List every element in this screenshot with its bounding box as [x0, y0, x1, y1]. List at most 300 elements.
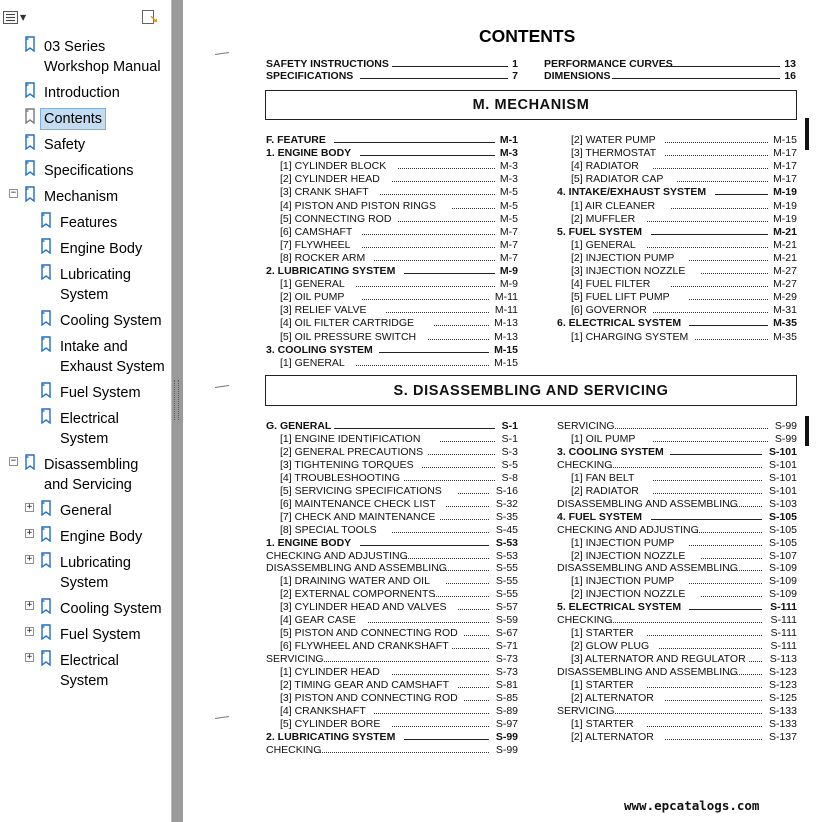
toc-entry[interactable]	[557, 575, 797, 587]
bookmark-label: General	[60, 503, 112, 519]
toc-entry-page: 1	[512, 58, 518, 70]
toc-entry-label: [2] ALTERNATOR	[571, 731, 654, 743]
toc-entry[interactable]	[557, 147, 797, 159]
toc-entry[interactable]	[557, 331, 797, 343]
toc-entry-page: S-53	[495, 537, 518, 549]
toc-entry[interactable]	[266, 627, 518, 639]
toc-entry-page: S-101	[768, 485, 797, 497]
toc-entry[interactable]	[557, 562, 797, 574]
leader-line	[701, 558, 762, 559]
toc-entry[interactable]	[266, 134, 518, 146]
toc-entry-label: [3] INJECTION NOZZLE	[571, 265, 686, 277]
leader-line	[368, 622, 489, 623]
toc-entry-page: M-5	[499, 200, 518, 212]
toc-entry-page: M-17	[773, 147, 797, 159]
leader-line	[647, 687, 762, 688]
toc-entry-page: M-3	[499, 160, 518, 172]
toc-entry-label: SPECIFICATIONS	[266, 70, 354, 82]
toc-entry-label: [4] OIL FILTER CARTRIDGE	[280, 317, 414, 329]
toc-entry-label: [4] FUEL FILTER	[571, 278, 651, 290]
toc-entry[interactable]	[557, 627, 797, 639]
leader-line	[647, 635, 762, 636]
toc-entry-label: SERVICING	[266, 653, 324, 665]
toc-entry-page: M-11	[494, 291, 518, 303]
leader-line	[701, 596, 762, 597]
toc-entry[interactable]	[557, 731, 797, 743]
toc-entry-label: [7] FLYWHEEL	[280, 239, 351, 251]
leader-line	[398, 221, 495, 222]
bookmark-flag-icon	[24, 186, 36, 202]
collapse-toggle-icon[interactable]: −	[10, 456, 17, 466]
toc-entry[interactable]	[266, 420, 518, 432]
bookmark-label: Lubricating System	[60, 267, 131, 303]
toc-entry[interactable]	[557, 134, 797, 146]
toc-entry[interactable]	[266, 317, 518, 329]
toc-entry[interactable]	[266, 213, 518, 225]
leader-line	[647, 247, 768, 248]
leader-line	[356, 286, 495, 287]
leader-line	[729, 570, 762, 571]
bookmark-item[interactable]	[0, 262, 168, 308]
toc-entry-label: [1] INJECTION PUMP	[571, 575, 675, 587]
toc-entry[interactable]	[557, 446, 797, 458]
bookmark-item[interactable]	[0, 80, 168, 106]
toc-entry-label: DISASSEMBLING AND ASSEMBLING	[557, 562, 738, 574]
leader-line	[379, 352, 489, 353]
section-heading: S. DISASSEMBLING AND SERVICING	[393, 382, 669, 399]
bookmark-item[interactable]	[0, 550, 168, 596]
toc-entry-page: S-99	[495, 744, 518, 756]
bookmark-item[interactable]	[0, 308, 168, 334]
toc-entry[interactable]	[557, 588, 797, 600]
toc-entry[interactable]	[557, 614, 797, 626]
leader-line	[464, 700, 489, 701]
leader-line	[380, 194, 495, 195]
toc-entry[interactable]	[266, 446, 518, 458]
toc-entry-page: S-55	[495, 575, 518, 587]
bookmark-item[interactable]	[0, 406, 168, 452]
toc-entry[interactable]	[266, 614, 518, 626]
expand-toggle-icon[interactable]: +	[26, 528, 33, 538]
bookmark-flag-icon	[40, 650, 52, 666]
toc-entry-page: M-21	[773, 226, 797, 238]
toc-entry-label: CHECKING AND ADJUSTING	[266, 550, 408, 562]
toc-entry[interactable]	[557, 213, 797, 225]
bookmark-item[interactable]	[0, 648, 168, 694]
bookmark-item[interactable]	[0, 596, 168, 622]
toc-entry[interactable]	[557, 252, 797, 264]
bookmark-item[interactable]	[0, 106, 168, 132]
toc-entry[interactable]	[557, 291, 797, 303]
toc-entry[interactable]	[266, 550, 518, 562]
leader-line	[665, 739, 762, 740]
leader-line	[392, 726, 489, 727]
toc-entry[interactable]	[557, 226, 797, 238]
toc-entry-page: S-71	[495, 640, 518, 652]
toc-entry-label: CHECKING	[266, 744, 322, 756]
toc-entry[interactable]	[557, 433, 797, 445]
toc-entry[interactable]	[266, 278, 518, 290]
toc-entry-label: SAFETY INSTRUCTIONS	[266, 58, 389, 70]
bookmark-label: Engine Body	[60, 241, 143, 257]
toc-entry-page: M-17	[773, 173, 797, 185]
toc-entry[interactable]	[266, 653, 518, 665]
toc-entry[interactable]	[557, 459, 797, 471]
toc-entry[interactable]	[557, 692, 797, 704]
toc-entry-page: S-5	[501, 459, 518, 471]
toc-entry-label: 5. FUEL SYSTEM	[557, 226, 642, 238]
toc-entry[interactable]	[266, 173, 518, 185]
toc-entry-label: [3] CRANK SHAFT	[280, 186, 369, 198]
toc-entry-page: M-9	[499, 265, 518, 277]
toc-entry-label: [2] MUFFLER	[571, 213, 636, 225]
toc-entry[interactable]	[557, 679, 797, 691]
toc-entry-label: 6. ELECTRICAL SYSTEM	[557, 317, 682, 329]
toc-entry-label: [6] CAMSHAFT	[280, 226, 353, 238]
toc-entry[interactable]	[266, 705, 518, 717]
bookmark-label: Mechanism	[44, 189, 119, 205]
toc-entry[interactable]	[557, 304, 797, 316]
leader-line	[404, 739, 489, 740]
leader-line	[689, 609, 762, 610]
toc-entry-label: DISASSEMBLING AND ASSEMBLING	[557, 498, 738, 510]
bookmark-flag-icon	[40, 526, 52, 542]
toc-entry[interactable]	[266, 524, 518, 536]
toc-entry[interactable]	[557, 524, 797, 536]
toc-entry-label: [7] CHECK AND MAINTENANCE	[280, 511, 436, 523]
leader-line	[452, 648, 489, 649]
leader-line	[428, 339, 489, 340]
section-tab-mark	[805, 118, 809, 150]
leader-line	[402, 558, 489, 559]
toc-entry-page: M-7	[499, 226, 518, 238]
toc-entry-page: M-35	[773, 331, 797, 343]
toc-entry-label: [3] RELIEF VALVE	[280, 304, 367, 316]
toc-entry-label: [1] GENERAL	[280, 357, 345, 369]
bookmark-flag-icon	[24, 108, 36, 124]
toc-entry-page: S-133	[768, 705, 797, 717]
leader-line	[392, 532, 489, 533]
toc-entry[interactable]	[557, 537, 797, 549]
toc-entry[interactable]	[544, 70, 796, 82]
toc-entry-label: [3] TIGHTENING TORQUES	[280, 459, 414, 471]
expand-toggle-icon[interactable]: +	[26, 652, 33, 662]
bookmark-item[interactable]	[0, 622, 168, 648]
toc-entry-page: M-1	[499, 134, 518, 146]
toc-entry[interactable]	[557, 265, 797, 277]
toc-entry-label: 4. INTAKE/EXHAUST SYSTEM	[557, 186, 707, 198]
bookmark-flag-icon	[40, 238, 52, 254]
toc-entry[interactable]	[557, 498, 797, 510]
toc-entry[interactable]	[266, 226, 518, 238]
toc-entry[interactable]	[266, 70, 518, 82]
toc-entry-page: S-111	[770, 601, 797, 613]
expand-toggle-icon[interactable]: +	[26, 626, 33, 636]
toc-entry[interactable]	[557, 550, 797, 562]
bookmark-item[interactable]	[0, 34, 168, 80]
toc-entry-label: [8] SPECIAL TOOLS	[280, 524, 377, 536]
watermark-text: www.epcatalogs.com	[624, 798, 760, 813]
leader-line	[360, 155, 496, 156]
toc-entry-page: S-1	[501, 420, 518, 432]
toc-entry[interactable]	[266, 265, 518, 277]
bookmark-label: Fuel System	[60, 385, 141, 401]
leader-line	[729, 506, 762, 507]
toc-entry-label: DIMENSIONS	[544, 70, 611, 82]
leader-line	[665, 155, 768, 156]
toc-entry-page: M-21	[773, 239, 797, 251]
leader-line	[653, 493, 762, 494]
expand-toggle-icon[interactable]: +	[26, 502, 33, 512]
toc-entry-page: S-125	[768, 692, 797, 704]
toc-entry[interactable]	[266, 485, 518, 497]
toc-entry-page: S-111	[770, 640, 797, 652]
toc-entry[interactable]	[266, 744, 518, 756]
toc-entry-page: M-19	[773, 200, 797, 212]
toc-entry-label: [5] RADIATOR CAP	[571, 173, 664, 185]
bookmark-item[interactable]	[0, 452, 168, 498]
toc-entry-page: S-109	[768, 588, 797, 600]
bookmark-item[interactable]	[0, 132, 168, 158]
toc-entry[interactable]	[266, 331, 518, 343]
bookmark-label: Specifications	[44, 163, 134, 179]
leader-line	[446, 506, 489, 507]
toc-entry[interactable]	[557, 160, 797, 172]
toc-entry-page: M-21	[773, 252, 797, 264]
toc-entry[interactable]	[557, 511, 797, 523]
toc-entry-page: 13	[784, 58, 796, 70]
bookmark-label: Cooling System	[60, 313, 162, 329]
leader-line	[374, 713, 489, 714]
toc-entry-page: S-3	[501, 446, 518, 458]
toc-entry[interactable]	[557, 317, 797, 329]
toc-entry[interactable]	[557, 640, 797, 652]
toc-entry-label: [4] CRANKSHAFT	[280, 705, 366, 717]
toc-entry-label: [1] DRAINING WATER AND OIL	[280, 575, 430, 587]
toc-entry[interactable]	[266, 666, 518, 678]
document-page	[183, 0, 837, 822]
bookmark-label: Contents	[41, 109, 105, 129]
toc-entry[interactable]	[266, 200, 518, 212]
toc-entry-page: M-5	[499, 213, 518, 225]
bookmark-item[interactable]	[0, 524, 168, 550]
toc-entry-page: M-5	[499, 186, 518, 198]
toc-entry[interactable]	[557, 472, 797, 484]
leader-line	[665, 700, 762, 701]
leader-line	[392, 66, 508, 67]
toc-entry-page: S-123	[768, 666, 797, 678]
toc-entry[interactable]	[557, 485, 797, 497]
bookmark-item[interactable]	[0, 380, 168, 406]
toc-entry-label: [6] FLYWHEEL AND CRANKSHAFT	[280, 640, 449, 652]
toc-entry-page: S-109	[768, 562, 797, 574]
leader-line	[428, 454, 495, 455]
leader-line	[651, 519, 762, 520]
toc-entry-page: M-13	[494, 331, 518, 343]
toc-entry-label: [2] OIL PUMP	[280, 291, 345, 303]
scan-mark	[215, 385, 229, 388]
leader-line	[653, 441, 768, 442]
bookmark-item[interactable]	[0, 184, 168, 210]
toc-entry[interactable]	[557, 705, 797, 717]
toc-entry-label: [1] GENERAL	[571, 239, 636, 251]
leader-line	[438, 570, 489, 571]
toc-entry-label: [2] INJECTION PUMP	[571, 252, 675, 264]
toc-entry-label: [2] GLOW PLUG	[571, 640, 650, 652]
toc-entry-label: 1. ENGINE BODY	[266, 147, 352, 159]
toc-entry[interactable]	[557, 173, 797, 185]
toc-entry-page: S-105	[768, 511, 797, 523]
bookmark-item[interactable]	[0, 334, 168, 380]
toc-entry-label: [1] CYLINDER HEAD	[280, 666, 380, 678]
toc-entry[interactable]	[266, 498, 518, 510]
toc-entry-label: [2] TIMING GEAR AND CAMSHAFT	[280, 679, 449, 691]
toc-entry-page: S-113	[769, 653, 797, 665]
toc-entry[interactable]	[266, 357, 518, 369]
bookmark-flag-icon	[40, 382, 52, 398]
toc-entry-page: S-81	[495, 679, 518, 691]
leader-line	[362, 234, 495, 235]
section-heading: M. MECHANISM	[472, 97, 590, 113]
leader-line	[334, 428, 495, 429]
toc-entry-label: [2] GENERAL PRECAUTIONS	[280, 446, 424, 458]
bookmark-flag-icon	[40, 336, 52, 352]
toc-entry-label: G. GENERAL	[266, 420, 332, 432]
bookmark-item[interactable]	[0, 498, 168, 524]
toc-entry[interactable]	[266, 679, 518, 691]
toc-entry[interactable]	[266, 459, 518, 471]
toc-entry[interactable]	[266, 640, 518, 652]
leader-line	[434, 596, 489, 597]
leader-line	[356, 365, 489, 366]
bookmark-label: Features	[60, 215, 118, 231]
toc-entry-label: [5] PISTON AND CONNECTING ROD	[280, 627, 458, 639]
leader-line	[653, 480, 762, 481]
toc-entry[interactable]	[266, 291, 518, 303]
toc-entry[interactable]	[557, 186, 797, 198]
toc-entry-label: [5] SERVICING SPECIFICATIONS	[280, 485, 442, 497]
leader-line	[452, 208, 495, 209]
toc-entry[interactable]	[557, 239, 797, 251]
bookmarks-toolbar	[0, 0, 170, 32]
leader-line	[386, 312, 489, 313]
leader-line	[458, 687, 489, 688]
leader-line	[689, 583, 762, 584]
toc-entry-label: 4. FUEL SYSTEM	[557, 511, 642, 523]
toc-entry[interactable]	[266, 511, 518, 523]
toc-entry-page: 7	[512, 70, 518, 82]
toc-entry-label: [1] STARTER	[571, 679, 634, 691]
toc-entry-page: M-15	[494, 344, 518, 356]
chevron-down-icon: ▼	[20, 12, 27, 22]
toc-entry-page: M-7	[499, 252, 518, 264]
toc-entry[interactable]	[266, 562, 518, 574]
bookmark-options-button[interactable]	[3, 6, 26, 28]
toc-entry[interactable]	[557, 718, 797, 730]
leader-line	[671, 286, 768, 287]
toc-entry[interactable]	[557, 200, 797, 212]
toc-entry-page: S-103	[768, 498, 797, 510]
toc-entry[interactable]	[266, 160, 518, 172]
leader-line	[422, 467, 495, 468]
toc-entry[interactable]	[557, 278, 797, 290]
toc-entry[interactable]	[544, 58, 796, 70]
bookmark-item[interactable]	[0, 210, 168, 236]
bookmark-flag-icon	[24, 160, 36, 176]
leader-line	[671, 208, 768, 209]
bookmark-flag-icon	[40, 408, 52, 424]
leader-line	[665, 142, 768, 143]
toc-entry[interactable]	[266, 58, 518, 70]
expand-toggle-icon[interactable]: +	[26, 600, 33, 610]
toc-entry-page: S-35	[495, 511, 518, 523]
bookmark-flag-icon	[40, 552, 52, 568]
toc-entry[interactable]	[266, 304, 518, 316]
panel-splitter[interactable]	[172, 0, 183, 822]
collapse-toggle-icon[interactable]: −	[10, 188, 17, 198]
toc-entry[interactable]	[266, 692, 518, 704]
toc-entry-label: [2] INJECTION NOZZLE	[571, 550, 686, 562]
leader-line	[360, 545, 490, 546]
toc-entry[interactable]	[266, 147, 518, 159]
toc-entry[interactable]	[266, 575, 518, 587]
toc-entry[interactable]	[266, 186, 518, 198]
toc-entry-label: CHECKING AND ADJUSTING	[557, 524, 699, 536]
leader-line	[374, 260, 495, 261]
toc-entry[interactable]	[266, 731, 518, 743]
expand-toggle-icon[interactable]: +	[26, 554, 33, 564]
toc-entry[interactable]	[266, 344, 518, 356]
leader-line	[695, 339, 768, 340]
toc-entry-page: S-137	[768, 731, 797, 743]
toc-entry[interactable]	[266, 252, 518, 264]
toc-entry[interactable]	[266, 433, 518, 445]
leader-line	[362, 247, 495, 248]
toc-entry[interactable]	[266, 588, 518, 600]
leader-line	[729, 674, 762, 675]
bookmark-item[interactable]	[0, 158, 168, 184]
toc-entry-page: S-73	[495, 653, 518, 665]
toc-entry-label: [4] GEAR CASE	[280, 614, 356, 626]
leader-line	[670, 454, 762, 455]
bookmark-label: Engine Body	[60, 529, 143, 545]
leader-line	[360, 78, 508, 79]
toc-entry[interactable]	[266, 718, 518, 730]
toc-entry-label: 3. COOLING SYSTEM	[266, 344, 373, 356]
expand-current-bookmark-button[interactable]	[142, 6, 159, 28]
toc-entry[interactable]	[266, 472, 518, 484]
bookmark-item[interactable]	[0, 236, 168, 262]
toc-entry[interactable]	[266, 537, 518, 549]
bookmark-flag-icon	[40, 624, 52, 640]
toc-entry[interactable]	[557, 666, 797, 678]
toc-entry-page: 16	[784, 70, 796, 82]
leader-line	[440, 441, 495, 442]
toc-entry[interactable]	[557, 653, 797, 665]
bookmark-label: Lubricating System	[60, 555, 131, 591]
toc-entry[interactable]	[266, 239, 518, 251]
toc-entry-page: S-97	[495, 718, 518, 730]
toc-entry-page: S-123	[768, 679, 797, 691]
leader-line	[647, 726, 762, 727]
toc-entry[interactable]	[557, 420, 797, 432]
toc-entry[interactable]	[266, 601, 518, 613]
toc-entry[interactable]	[557, 601, 797, 613]
splitter-grip-icon	[174, 380, 179, 420]
toc-entry-label: [3] THERMOSTAT	[571, 147, 657, 159]
toc-entry-label: [2] CYLINDER HEAD	[280, 173, 380, 185]
toc-entry-page: S-99	[774, 433, 797, 445]
